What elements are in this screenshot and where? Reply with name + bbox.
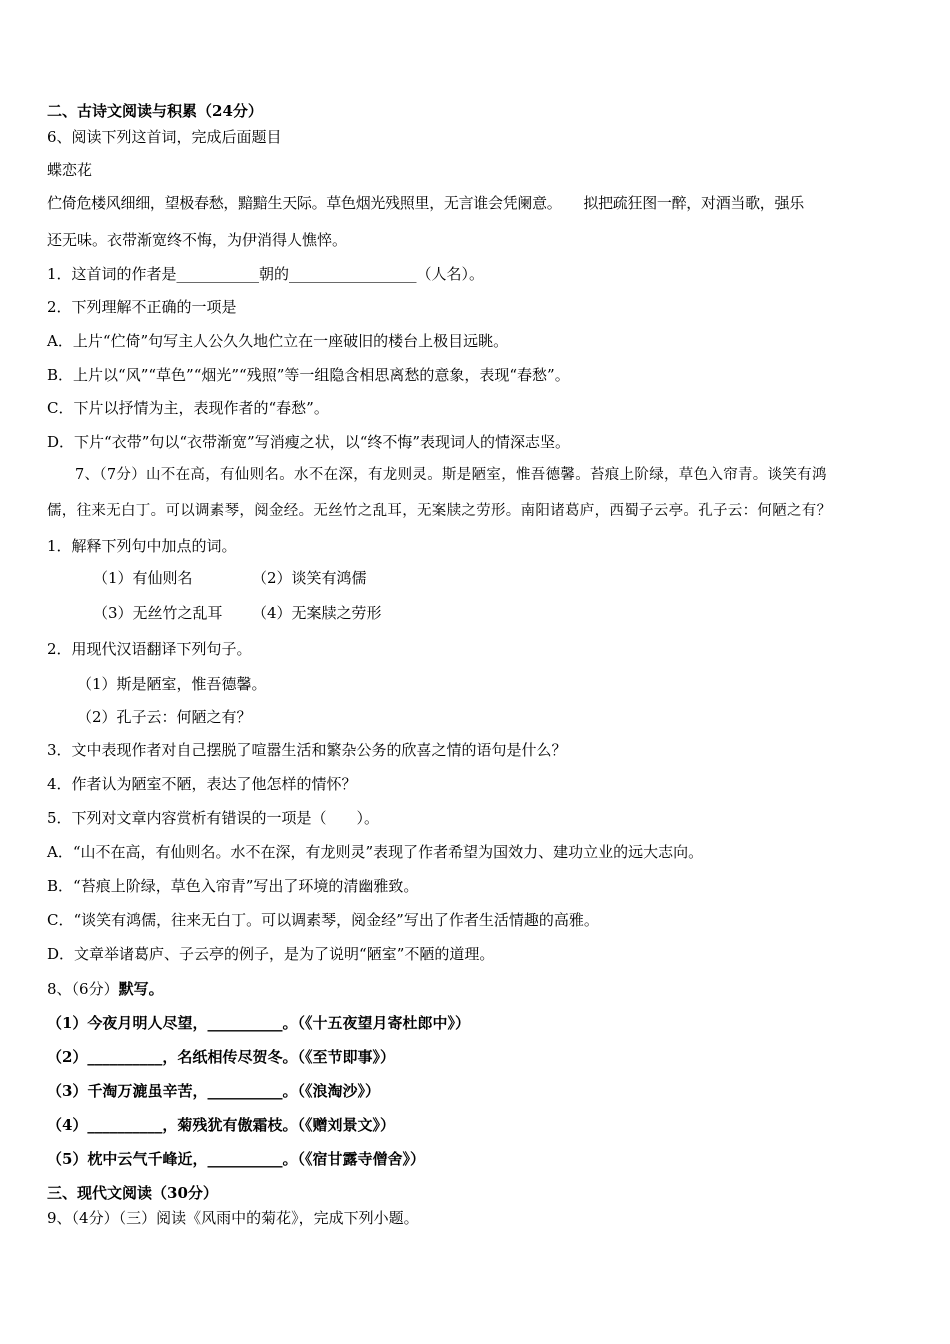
question: 9、（4分）（三）阅读《风雨中的菊花》，完成下列小题。 bbox=[47, 1209, 419, 1227]
option: C．下片以抒情为主，表现作者的“春愁”。 bbox=[47, 399, 329, 417]
question-head-bold: 默写。 bbox=[118, 980, 164, 998]
option: B．“苔痕上阶绿，草色入帘青”写出了环境的清幽雅致。 bbox=[47, 877, 419, 895]
option: D．下片“衣带”句以“衣带渐宽”写消瘦之状，以“终不悔”表现词人的情深志坚。 bbox=[47, 433, 571, 451]
sub-item: （2）谈笑有鸿儒 bbox=[252, 569, 367, 587]
section-title: 二、古诗文阅读与积累（24分） bbox=[47, 102, 263, 120]
poem-title: 蝶恋花 bbox=[47, 161, 93, 179]
option: A．“山不在高，有仙则名。水不在深，有龙则灵”表现了作者希望为国效力、建功立业的远大志向。 bbox=[47, 843, 704, 861]
dictation-item: （2）__________，名纸相传尽贺冬。（《至节即事》） bbox=[47, 1048, 395, 1066]
option: A．上片“伫倚”句写主人公久久地伫立在一座破旧的楼台上极目远眺。 bbox=[47, 332, 509, 350]
question: 4．作者认为陋室不陋，表达了他怎样的情怀？ bbox=[47, 775, 357, 793]
question-head: 8、（6分） bbox=[47, 980, 119, 998]
question: 2．下列理解不正确的一项是 bbox=[47, 298, 237, 316]
question: 1．这首词的作者是___________朝的_________________（人名）。 bbox=[47, 265, 485, 283]
dictation-item: （4）__________，菊残犹有傲霜枝。（《赠刘景文》） bbox=[47, 1116, 395, 1134]
sub-item: （1）有仙则名 bbox=[93, 569, 193, 587]
option: C．“谈笑有鸿儒，往来无白丁。可以调素琴，阅金经”写出了作者生活情趣的高雅。 bbox=[47, 911, 599, 929]
question-prompt: 6、阅读下列这首词，完成后面题目 bbox=[47, 128, 282, 146]
question: 3．文中表现作者对自己摆脱了喧嚣生活和繁杂公务的欣喜之情的语句是什么？ bbox=[47, 741, 567, 759]
question: 2．用现代汉语翻译下列句子。 bbox=[47, 640, 252, 658]
poem-text: 伫倚危楼风细细，望极春愁，黯黯生天际。草色烟光残照里，无言谁会凭阑意。 拟把疏狂图一醉，对酒当歌，强乐 bbox=[47, 194, 804, 212]
sub-item: （1）斯是陋室，惟吾德馨。 bbox=[77, 675, 267, 693]
question: 5．下列对文章内容赏析有错误的一项是（ ）。 bbox=[47, 809, 380, 827]
passage: 7、（7分）山不在高，有仙则名。水不在深，有龙则灵。斯是陋室，惟吾德馨。苔痕上阶绿，草色入帘青。谈笑有鸿 bbox=[75, 467, 827, 483]
dictation-item: （5）枕中云气千峰近，__________。（《宿甘露寺僧舍》） bbox=[47, 1150, 425, 1168]
question bbox=[47, 979, 164, 999]
sub-item: （2）孔子云：何陋之有？ bbox=[77, 708, 252, 726]
sub-item: （3）无丝竹之乱耳 bbox=[93, 604, 223, 622]
dictation-item: （1）今夜月明人尽望，__________。（《十五夜望月寄杜郎中》） bbox=[47, 1014, 470, 1032]
poem-text: 还无味。衣带渐宽终不悔，为伊消得人憔悴。 bbox=[47, 231, 348, 249]
option: B．上片以“风”“草色”“烟光”“残照”等一组隐含相思离愁的意象，表现“春愁”。 bbox=[47, 366, 570, 384]
section-title: 三、现代文阅读（30分） bbox=[47, 1184, 218, 1202]
sub-item: （4）无案牍之劳形 bbox=[252, 604, 382, 622]
dictation-item: （3）千淘万漉虽辛苦，__________。（《浪淘沙》） bbox=[47, 1082, 380, 1100]
passage: 儒，往来无白丁。可以调素琴，阅金经。无丝竹之乱耳，无案牍之劳形。南阳诸葛庐，西蜀子云亭。孔子云：何陋之有？ bbox=[47, 503, 832, 519]
option: D．文章举诸葛庐、子云亭的例子，是为了说明“陋室”不陋的道理。 bbox=[47, 945, 495, 963]
question: 1．解释下列句中加点的词。 bbox=[47, 537, 237, 555]
